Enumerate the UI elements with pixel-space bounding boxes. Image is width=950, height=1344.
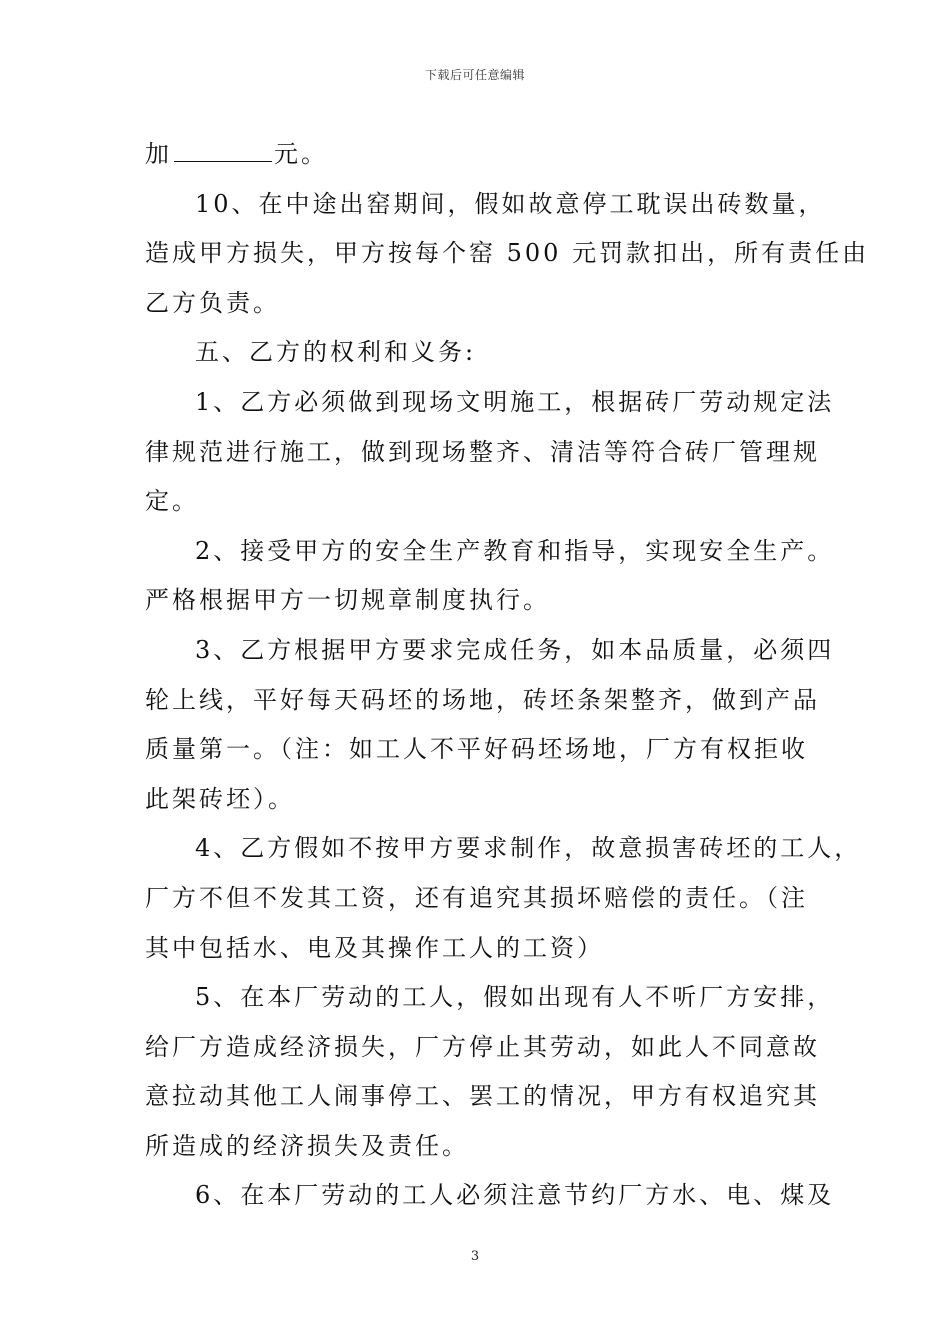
paragraph-line: 严格根据甲方一切规章制度执行。	[145, 586, 550, 615]
text-fragment: 加	[145, 140, 172, 168]
paragraph-line: 6、在本厂劳动的工人必须注意节约厂方水、电、煤及	[195, 1181, 835, 1210]
paragraph-line: 2、接受甲方的安全生产教育和指导，实现安全生产。	[195, 536, 835, 565]
page-header: 下载后可任意编辑	[424, 68, 525, 82]
paragraph-line: 10、在中途出窑期间，假如故意停工耽误出砖数量，	[195, 189, 826, 218]
paragraph-line: 造成甲方损失，甲方按每个窑 500 元罚款扣出，所有责任由	[145, 239, 870, 268]
paragraph-line: 厂方不但不发其工资，还有追究其损坏赔偿的责任。（注	[145, 883, 808, 912]
paragraph-line: 意拉动其他工人闹事停工、罢工的情况，甲方有权追究其	[145, 1082, 820, 1111]
paragraph-line	[145, 130, 810, 180]
text-fragment: 元。	[274, 140, 328, 168]
paragraph-line: 4、乙方假如不按甲方要求制作，故意损害砖坯的工人，	[195, 834, 862, 863]
paragraph-line: 定。	[145, 487, 199, 516]
paragraph-line: 1、乙方必须做到现场文明施工，根据砖厂劳动规定法	[195, 387, 835, 416]
section-heading: 五、乙方的权利和义务:	[195, 338, 477, 367]
paragraph-line: 质量第一。（注：如工人不平好码坯场地，厂方有权拒收	[145, 735, 808, 764]
paragraph-line: 给厂方造成经济损失，厂方停止其劳动，如此人不同意故	[145, 1032, 820, 1061]
paragraph-line: 3、乙方根据甲方要求完成任务，如本品质量，必须四	[195, 635, 835, 664]
paragraph-line: 轮上线，平好每天码坯的场地，砖坯条架整齐，做到产品	[145, 685, 820, 714]
paragraph-line: 律规范进行施工，做到现场整齐、清洁等符合砖厂管理规	[145, 437, 820, 466]
fill-in-blank	[174, 137, 272, 162]
paragraph-line: 乙方负责。	[145, 288, 280, 317]
page-number: 3	[470, 1249, 480, 1264]
paragraph-line: 所造成的经济损失及责任。	[145, 1131, 469, 1160]
document-body	[145, 130, 870, 1221]
paragraph-line: 其中包括水、电及其操作工人的工资）	[145, 933, 604, 962]
paragraph-line: 此架砖坯）。	[145, 784, 295, 813]
paragraph-line: 5、在本厂劳动的工人，假如出现有人不听厂方安排，	[195, 983, 835, 1012]
